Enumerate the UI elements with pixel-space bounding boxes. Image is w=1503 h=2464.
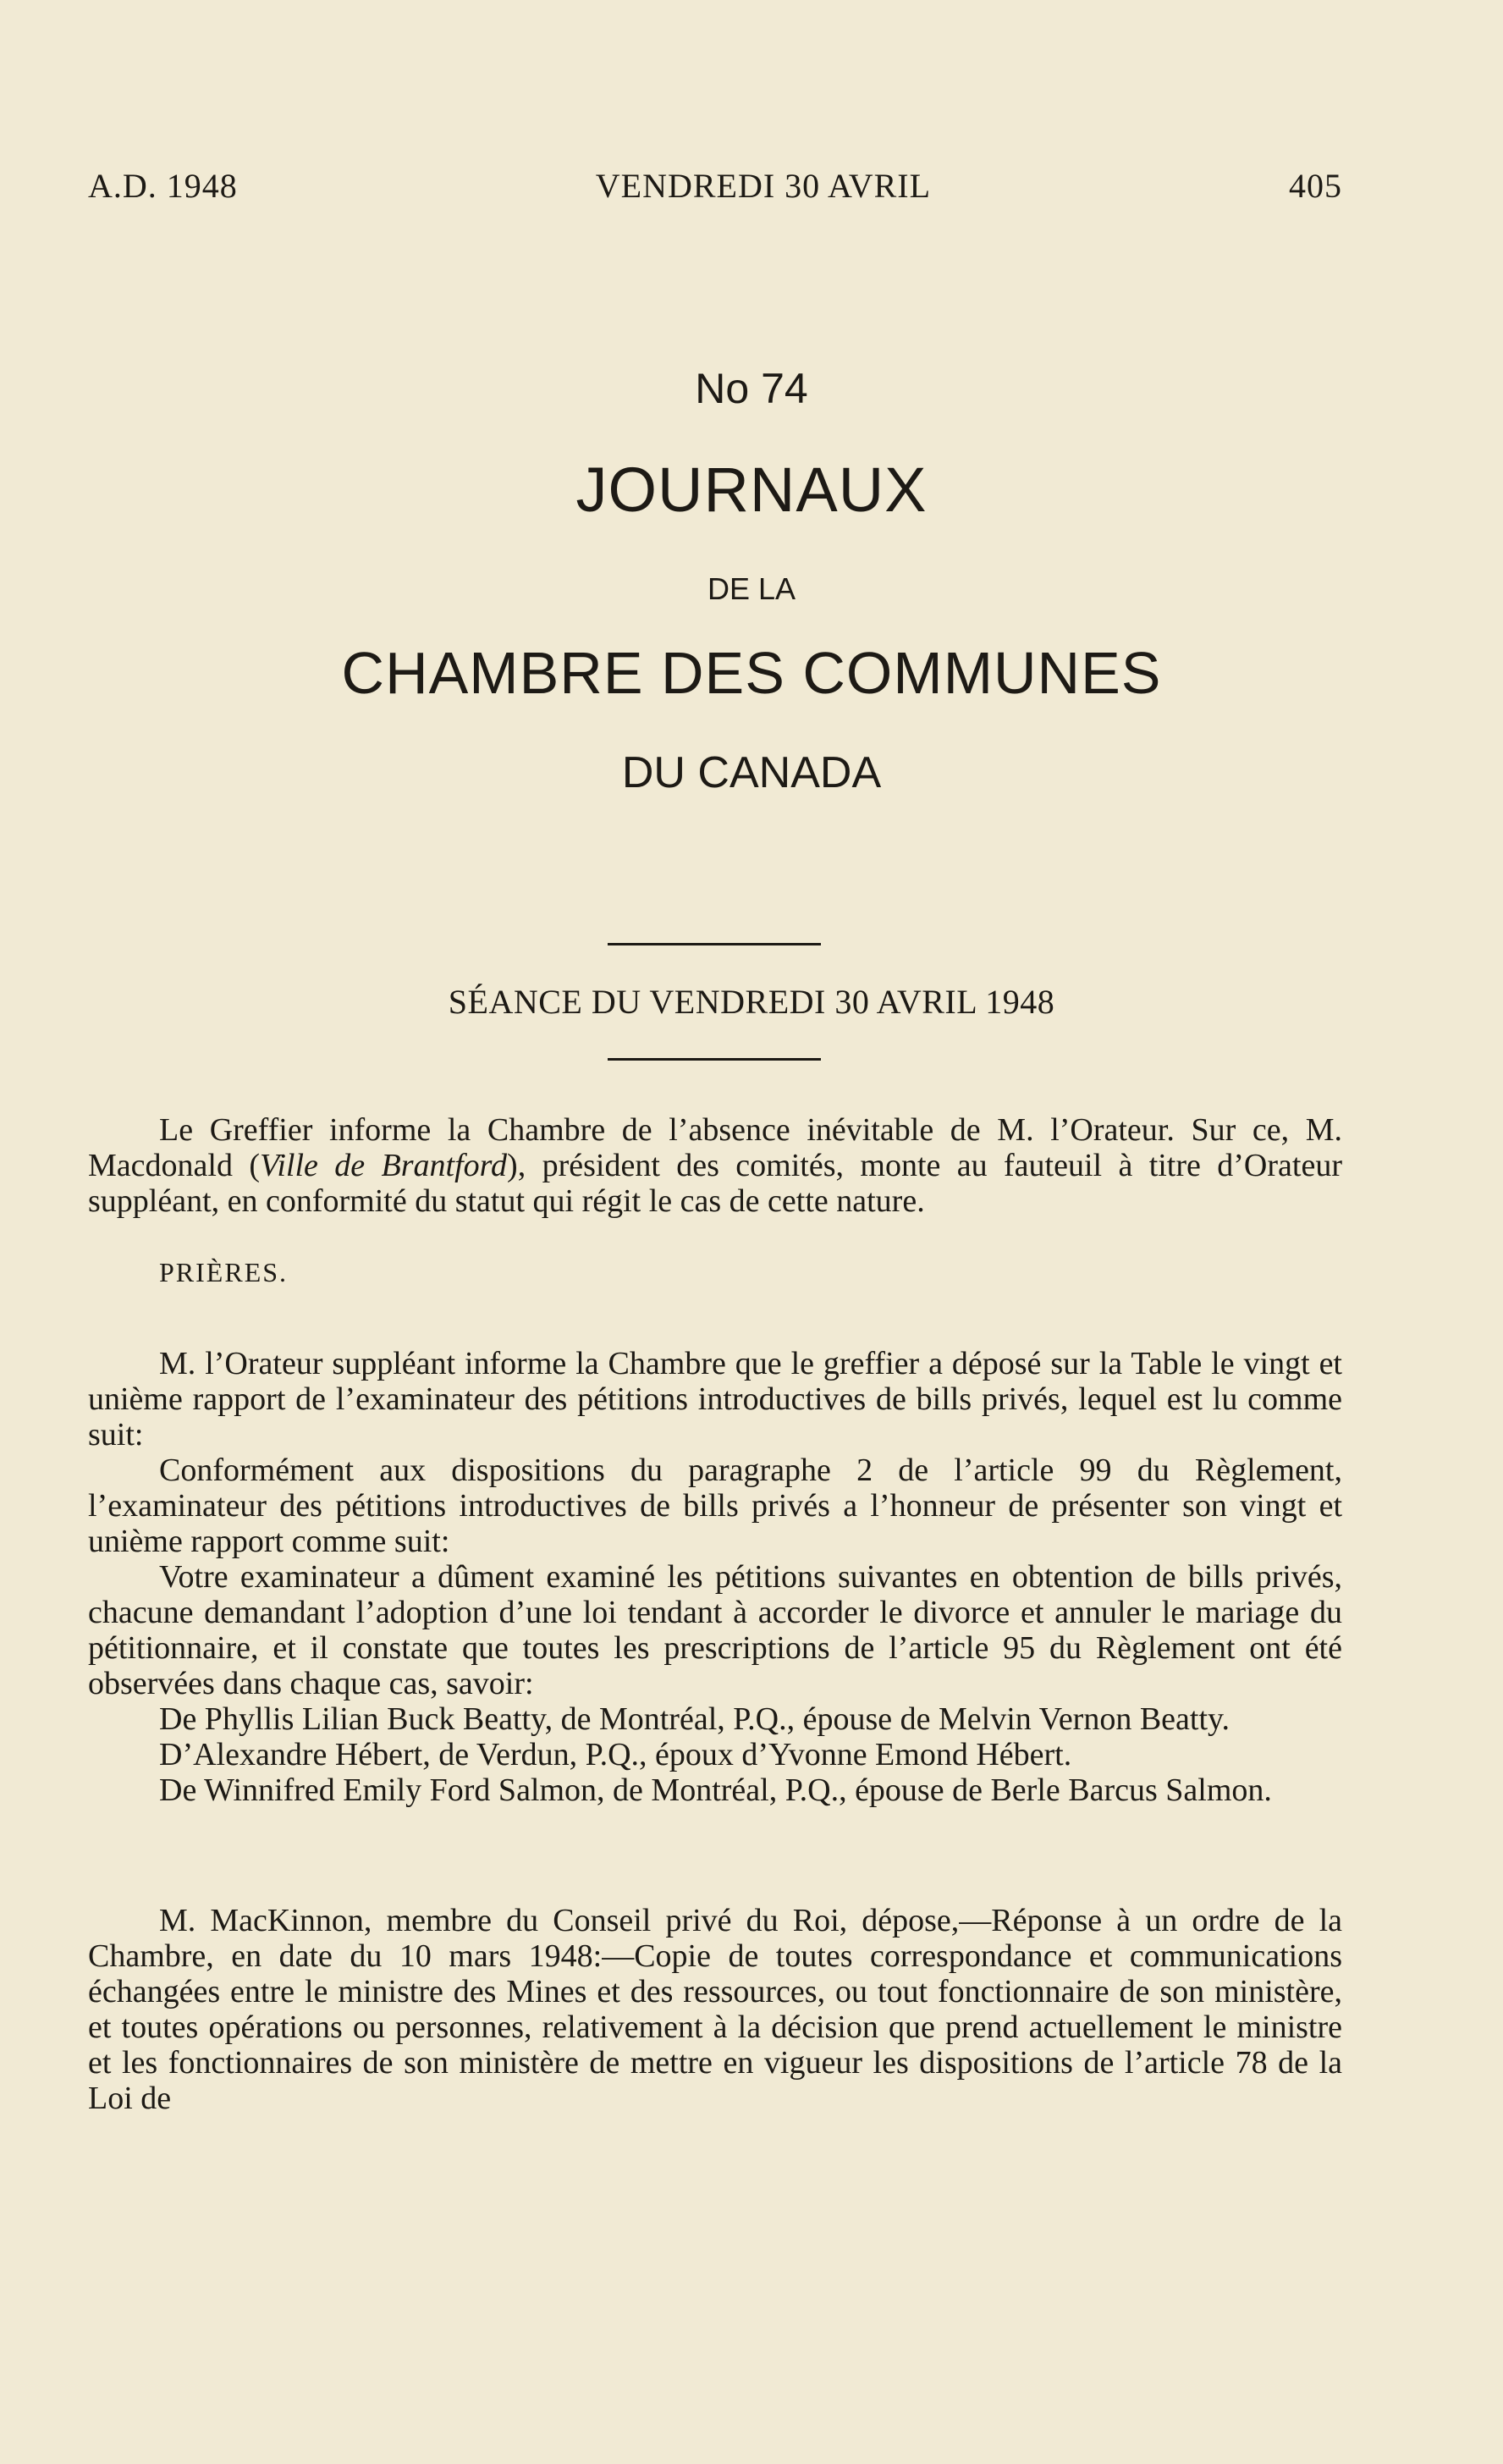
masthead [0,364,1503,798]
paragraph-report-body: Votre examinateur a dûment examiné les pétitions suivantes en obtention de bills privés, chacune demandant l’adoption d’une loi tendant à accorder le divorce et annuler le mariage du pétitionnaire, et il constate que toutes les prescriptions de l’article 95 du Règlement ont été observées dans chaque cas, savoir: [88,1559,1342,1701]
paragraph-report-intro: Conformément aux dispositions du paragraphe 2 de l’article 99 du Règlement, l’examinateur des pétitions introductives de bills privés a l’honneur de présenter son vingt et unième rapport comme suit: [88,1452,1342,1559]
header-year: A.D. 1948 [88,167,238,205]
divider-rule-top [608,943,821,945]
divider-rule-bottom [608,1058,821,1061]
section-heading-prayers: PRIÈRES. [159,1257,289,1287]
petition-item: D’Alexandre Hébert, de Verdun, P.Q., époux d’Yvonne Emond Hébert. [159,1737,1072,1772]
journal-title: JOURNAUX [575,455,928,525]
journal-body [88,1112,1342,2116]
sitting-title: SÉANCE DU VENDREDI 30 AVRIL 1948 [448,983,1055,1021]
de-la-line: DE LA [707,571,796,606]
page-number: 405 [1288,167,1342,205]
riding-name: Ville de Brantford [259,1148,508,1183]
paragraph-report-tabled: M. l’Orateur suppléant informe la Chambre que le greffier a déposé sur la Table le vingt et unième rapport de l’examinateur des pétitions introductives de bills privés, lequel est lu comme suit: [88,1346,1342,1452]
header-date: VENDREDI 30 AVRIL [595,167,932,205]
petition-item: De Winnifred Emily Ford Salmon, de Montréal, P.Q., épouse de Berle Barcus Salmon. [159,1772,1272,1808]
paragraph-text: Le Greffier informe la Chambre de l’absence inévitable de M. l’Orateur. Sur ce, M. Macdonald ( [88,1112,1342,1183]
petition-item: De Phyllis Lilian Buck Beatty, de Montréal, P.Q., épouse de Melvin Vernon Beatty. [159,1701,1230,1737]
chamber-title: CHAMBRE DES COMMUNES [341,640,1162,706]
paragraph-return-tabled: M. MacKinnon, membre du Conseil privé du Roi, dépose,—Réponse à un ordre de la Chambre, en date du 10 mars 1948:—Copie de toutes correspondance et communications échangées entre le ministre des Mines et des ressources, ou tout fonctionnaire de son ministère, et toutes opérations ou personnes, relativement à la décision que prend actuellement le ministre et les fonctionnaires de son ministère de mettre en vigueur les dispositions de l’article 78 de la Loi de [88,1903,1342,2116]
running-header [88,166,1342,206]
paragraph-text: ), président des comités, monte au fauteuil à titre d’Orateur suppléant, en conformité du statut qui régit le cas de cette nature. [88,1148,1342,1219]
issue-number: No 74 [695,365,808,412]
country-line: DU CANADA [621,748,882,797]
paragraph-speaker-absence [88,1112,1342,1219]
